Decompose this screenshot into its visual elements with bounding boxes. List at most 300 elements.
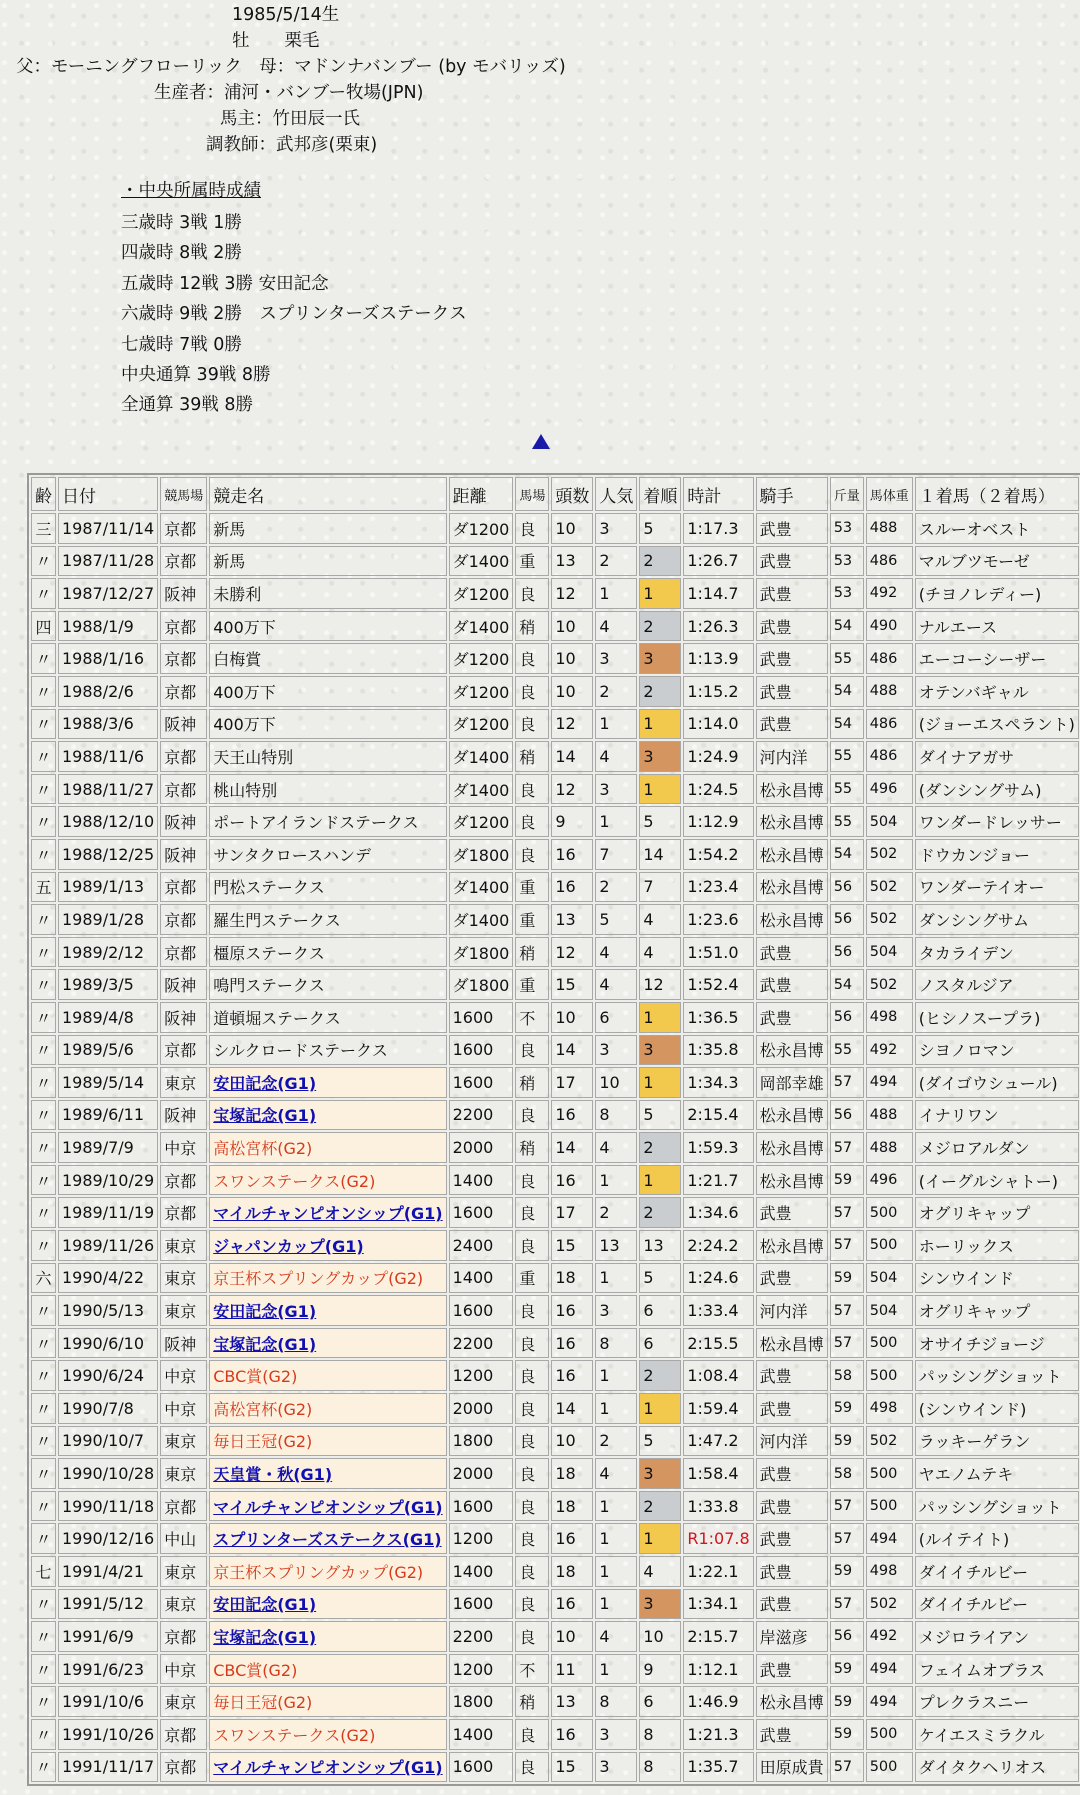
condition-cell: 良 (515, 1752, 549, 1783)
winner-cell: ドウカンジョー (915, 839, 1079, 870)
weight-cell: 57 (830, 1295, 864, 1326)
time-cell: 1:24.5 (683, 774, 753, 805)
table-row (31, 1426, 1079, 1457)
table-row (31, 513, 1079, 544)
winner-cell: (ダイゴウシュール) (915, 1067, 1079, 1098)
age-cell: 〃 (31, 1589, 56, 1620)
body-weight-cell: 494 (866, 1654, 913, 1685)
triangle-up-icon[interactable] (532, 434, 550, 449)
placing-cell: 2 (639, 1491, 681, 1522)
winner-cell: タカライデン (915, 937, 1079, 968)
condition-cell: 稍 (515, 1686, 549, 1717)
pedigree: 父：モーニングフローリック 母：マドンナバンブー (by モバリッズ) (16, 57, 566, 77)
popularity-cell: 3 (595, 1035, 637, 1066)
race-name-cell: 高松宮杯(G2) (209, 1393, 446, 1424)
field-size-cell: 16 (551, 1328, 593, 1359)
distance-cell: 2000 (449, 1458, 514, 1489)
body-weight-cell: 492 (866, 578, 913, 609)
track-cell: 中山 (160, 1523, 207, 1554)
placing-cell: 5 (639, 1100, 681, 1131)
table-row (31, 1621, 1079, 1652)
age-cell: 〃 (31, 1752, 56, 1783)
track-cell: 阪神 (160, 969, 207, 1000)
body-weight-cell: 502 (866, 969, 913, 1000)
race-name-cell: 橿原ステークス (209, 937, 446, 968)
field-size-cell: 16 (551, 1165, 593, 1196)
field-size-cell: 16 (551, 872, 593, 903)
date-cell: 1991/10/6 (58, 1686, 158, 1717)
age-cell: 〃 (31, 1067, 56, 1098)
table-row (31, 578, 1079, 609)
distance-cell: 1600 (449, 1002, 514, 1033)
race-link[interactable]: 安田記念(G1) (213, 1595, 317, 1615)
placing-cell: 3 (639, 741, 681, 772)
table-header-row (31, 477, 1079, 511)
time-cell: 2:15.5 (683, 1328, 753, 1359)
date-cell: 1989/5/6 (58, 1035, 158, 1066)
weight-cell: 59 (830, 1686, 864, 1717)
track-cell: 東京 (160, 1589, 207, 1620)
winner-cell: マルブツモーゼ (915, 546, 1079, 577)
table-row (31, 546, 1079, 577)
placing-cell: 2 (639, 1197, 681, 1228)
placing-cell: 3 (639, 1035, 681, 1066)
age-cell: 〃 (31, 1197, 56, 1228)
race-name-cell: 京王杯スプリングカップ(G2) (209, 1556, 446, 1587)
jockey-cell: 武豊 (756, 969, 828, 1000)
track-cell: 京都 (160, 1719, 207, 1750)
body-weight-cell: 486 (866, 546, 913, 577)
time-cell: 1:14.7 (683, 578, 753, 609)
date-cell: 1990/6/24 (58, 1360, 158, 1391)
race-name-cell: 鳴門ステークス (209, 969, 446, 1000)
race-name-cell (209, 1589, 446, 1620)
age-cell: 〃 (31, 741, 56, 772)
table-row (31, 1556, 1079, 1587)
track-cell: 阪神 (160, 1328, 207, 1359)
race-link[interactable]: スプリンターズステークス(G1) (213, 1530, 442, 1550)
winner-cell: ヤエノムテキ (915, 1458, 1079, 1489)
popularity-cell: 3 (595, 1752, 637, 1783)
race-name-cell: 未勝利 (209, 578, 446, 609)
popularity-cell: 8 (595, 1328, 637, 1359)
race-name-cell: 400万下 (209, 611, 446, 642)
table-row (31, 1360, 1079, 1391)
weight-cell: 55 (830, 806, 864, 837)
condition-cell: 良 (515, 1230, 549, 1261)
field-size-cell: 10 (551, 643, 593, 674)
weight-cell: 56 (830, 1002, 864, 1033)
date-cell: 1990/5/13 (58, 1295, 158, 1326)
distance-cell: 2200 (449, 1328, 514, 1359)
condition-cell: 良 (515, 676, 549, 707)
race-name-cell: 400万下 (209, 709, 446, 740)
sex-color: 牡 栗毛 (232, 31, 320, 51)
date-cell: 1990/4/22 (58, 1263, 158, 1294)
popularity-cell: 2 (595, 546, 637, 577)
header-popularity: 人気 (595, 477, 637, 511)
weight-cell: 54 (830, 611, 864, 642)
popularity-cell: 1 (595, 1589, 637, 1620)
age-cell: 四 (31, 611, 56, 642)
distance-cell: 1800 (449, 1686, 514, 1717)
age-cell: 〃 (31, 937, 56, 968)
distance-cell: 1200 (449, 1654, 514, 1685)
distance-cell: ダ1800 (449, 937, 514, 968)
popularity-cell: 1 (595, 1360, 637, 1391)
career-heading: ・中央所属時成績 (121, 181, 261, 201)
time-cell: 1:46.9 (683, 1686, 753, 1717)
winner-cell: ホーリックス (915, 1230, 1079, 1261)
winner-cell: パッシングショット (915, 1491, 1079, 1522)
placing-cell: 5 (639, 1426, 681, 1457)
header-track: 競馬場 (160, 477, 207, 511)
weight-cell: 56 (830, 1621, 864, 1652)
age-cell: 〃 (31, 839, 56, 870)
popularity-cell: 6 (595, 1002, 637, 1033)
time-cell: 1:34.1 (683, 1589, 753, 1620)
jockey-cell: 武豊 (756, 1197, 828, 1228)
table-row (31, 774, 1079, 805)
weight-cell: 58 (830, 1360, 864, 1391)
field-size-cell: 15 (551, 969, 593, 1000)
body-weight-cell: 490 (866, 611, 913, 642)
weight-cell: 59 (830, 1654, 864, 1685)
winner-cell: メジロライアン (915, 1621, 1079, 1652)
winner-cell: プレクラスニー (915, 1686, 1079, 1717)
distance-cell: 2000 (449, 1132, 514, 1163)
race-link[interactable]: ジャパンカップ(G1) (213, 1236, 364, 1256)
distance-cell: ダ1400 (449, 546, 514, 577)
date-cell: 1987/11/28 (58, 546, 158, 577)
track-cell: 京都 (160, 904, 207, 935)
popularity-cell: 1 (595, 1556, 637, 1587)
winner-cell: ダイイチルビー (915, 1556, 1079, 1587)
popularity-cell: 13 (595, 1230, 637, 1261)
winner-cell: メジロアルダン (915, 1132, 1079, 1163)
field-size-cell: 10 (551, 676, 593, 707)
track-cell: 東京 (160, 1556, 207, 1587)
age-cell: 〃 (31, 1719, 56, 1750)
condition-cell: 重 (515, 969, 549, 1000)
body-weight-cell: 492 (866, 1035, 913, 1066)
race-link[interactable]: 宝塚記念(G1) (213, 1627, 317, 1647)
popularity-cell: 4 (595, 969, 637, 1000)
table-row (31, 643, 1079, 674)
race-link[interactable]: 天皇賞・秋(G1) (213, 1465, 333, 1485)
weight-cell: 55 (830, 741, 864, 772)
time-cell: R1:07.8 (683, 1523, 753, 1554)
distance-cell: 1600 (449, 1197, 514, 1228)
header-date: 日付 (58, 477, 158, 511)
popularity-cell: 1 (595, 709, 637, 740)
placing-cell: 3 (639, 1458, 681, 1489)
weight-cell: 53 (830, 546, 864, 577)
time-cell: 1:26.7 (683, 546, 753, 577)
time-cell: 1:22.1 (683, 1556, 753, 1587)
distance-cell: ダ1200 (449, 513, 514, 544)
field-size-cell: 17 (551, 1067, 593, 1098)
condition-cell: 稍 (515, 611, 549, 642)
table-row (31, 1686, 1079, 1717)
table-row (31, 806, 1079, 837)
distance-cell: ダ1400 (449, 774, 514, 805)
popularity-cell: 2 (595, 872, 637, 903)
winner-cell: (ルイテイト) (915, 1523, 1079, 1554)
distance-cell: 1400 (449, 1263, 514, 1294)
field-size-cell: 18 (551, 1458, 593, 1489)
condition-cell: 良 (515, 1197, 549, 1228)
race-link[interactable]: マイルチャンピオンシップ(G1) (213, 1497, 443, 1517)
weight-cell: 56 (830, 904, 864, 935)
time-cell: 1:51.0 (683, 937, 753, 968)
race-link[interactable]: マイルチャンピオンシップ(G1) (213, 1204, 443, 1224)
jockey-cell: 武豊 (756, 1556, 828, 1587)
weight-cell: 53 (830, 513, 864, 544)
condition-cell: 重 (515, 1263, 549, 1294)
career-line: 六歳時 9戦 2勝 スプリンターズステークス (121, 304, 467, 325)
condition-cell: 良 (515, 806, 549, 837)
condition-cell: 稍 (515, 1067, 549, 1098)
placing-cell: 2 (639, 546, 681, 577)
race-name-cell (209, 1067, 446, 1098)
jockey-cell: 松永昌博 (756, 872, 828, 903)
condition-cell: 良 (515, 774, 549, 805)
age-cell: 〃 (31, 1132, 56, 1163)
popularity-cell: 1 (595, 1393, 637, 1424)
race-name-cell: シルクロードステークス (209, 1035, 446, 1066)
track-cell: 京都 (160, 513, 207, 544)
track-cell: 東京 (160, 1295, 207, 1326)
table-row (31, 1523, 1079, 1554)
distance-cell: ダ1200 (449, 676, 514, 707)
weight-cell: 53 (830, 578, 864, 609)
body-weight-cell: 500 (866, 1360, 913, 1391)
jockey-cell: 松永昌博 (756, 774, 828, 805)
race-link[interactable]: 宝塚記念(G1) (213, 1334, 317, 1354)
field-size-cell: 18 (551, 1491, 593, 1522)
distance-cell: 1400 (449, 1165, 514, 1196)
condition-cell: 良 (515, 709, 549, 740)
table-row (31, 904, 1079, 935)
jockey-cell: 武豊 (756, 611, 828, 642)
popularity-cell: 4 (595, 1132, 637, 1163)
date-cell: 1989/1/28 (58, 904, 158, 935)
date-cell: 1989/11/19 (58, 1197, 158, 1228)
jockey-cell: 武豊 (756, 1523, 828, 1554)
winner-cell: シヨノロマン (915, 1035, 1079, 1066)
table-row (31, 709, 1079, 740)
track-cell: 京都 (160, 1491, 207, 1522)
date-cell: 1991/6/23 (58, 1654, 158, 1685)
placing-cell: 1 (639, 1002, 681, 1033)
field-size-cell: 16 (551, 1295, 593, 1326)
condition-cell: 良 (515, 1165, 549, 1196)
date-cell: 1989/5/14 (58, 1067, 158, 1098)
distance-cell: 1600 (449, 1067, 514, 1098)
condition-cell: 良 (515, 1426, 549, 1457)
distance-cell: 1600 (449, 1752, 514, 1783)
time-cell: 1:23.4 (683, 872, 753, 903)
body-weight-cell: 498 (866, 1556, 913, 1587)
weight-cell: 55 (830, 643, 864, 674)
table-row (31, 1132, 1079, 1163)
time-cell: 1:12.9 (683, 806, 753, 837)
header-winner: １着馬（２着馬） (915, 477, 1079, 511)
race-name-cell: スワンステークス(G2) (209, 1165, 446, 1196)
career-summary (121, 178, 467, 421)
time-cell: 1:14.0 (683, 709, 753, 740)
field-size-cell: 10 (551, 1002, 593, 1033)
age-cell: 〃 (31, 546, 56, 577)
date-cell: 1988/1/16 (58, 643, 158, 674)
field-size-cell: 10 (551, 1426, 593, 1457)
age-cell: 〃 (31, 1328, 56, 1359)
jockey-cell: 武豊 (756, 1263, 828, 1294)
body-weight-cell: 500 (866, 1719, 913, 1750)
popularity-cell: 1 (595, 1165, 637, 1196)
winner-cell: ダンシングサム (915, 904, 1079, 935)
field-size-cell: 16 (551, 1523, 593, 1554)
condition-cell: 良 (515, 1035, 549, 1066)
distance-cell: 1800 (449, 1426, 514, 1457)
race-name-cell: スワンステークス(G2) (209, 1719, 446, 1750)
age-cell: 〃 (31, 1458, 56, 1489)
winner-cell: ナルエース (915, 611, 1079, 642)
placing-cell: 8 (639, 1719, 681, 1750)
weight-cell: 54 (830, 839, 864, 870)
track-cell: 中京 (160, 1393, 207, 1424)
race-link[interactable]: 安田記念(G1) (213, 1302, 317, 1322)
time-cell: 1:34.6 (683, 1197, 753, 1228)
weight-cell: 57 (830, 1328, 864, 1359)
winner-cell: パッシングショット (915, 1360, 1079, 1391)
track-cell: 阪神 (160, 709, 207, 740)
field-size-cell: 12 (551, 709, 593, 740)
popularity-cell: 3 (595, 774, 637, 805)
track-cell: 東京 (160, 1230, 207, 1261)
jockey-cell: 武豊 (756, 676, 828, 707)
date-cell: 1988/11/27 (58, 774, 158, 805)
jockey-cell: 武豊 (756, 1719, 828, 1750)
time-cell: 1:34.3 (683, 1067, 753, 1098)
condition-cell: 良 (515, 1295, 549, 1326)
track-cell: 阪神 (160, 578, 207, 609)
track-cell: 阪神 (160, 1002, 207, 1033)
race-name-cell: 新馬 (209, 513, 446, 544)
table-row (31, 839, 1079, 870)
popularity-cell: 1 (595, 1491, 637, 1522)
race-link[interactable]: 宝塚記念(G1) (213, 1106, 317, 1126)
race-name-cell: 白梅賞 (209, 643, 446, 674)
winner-cell: ラッキーゲラン (915, 1426, 1079, 1457)
time-cell: 1:58.4 (683, 1458, 753, 1489)
winner-cell: オサイチジョージ (915, 1328, 1079, 1359)
time-cell: 2:15.7 (683, 1621, 753, 1652)
placing-cell: 10 (639, 1621, 681, 1652)
time-cell: 1:36.5 (683, 1002, 753, 1033)
date-cell: 1988/11/6 (58, 741, 158, 772)
field-size-cell: 12 (551, 937, 593, 968)
header-time: 時計 (683, 477, 753, 511)
track-cell: 京都 (160, 741, 207, 772)
race-results-table (27, 473, 1080, 1786)
race-link[interactable]: マイルチャンピオンシップ(G1) (213, 1758, 443, 1778)
field-size-cell: 16 (551, 1360, 593, 1391)
race-name-cell: 新馬 (209, 546, 446, 577)
track-cell: 中京 (160, 1360, 207, 1391)
body-weight-cell: 494 (866, 1686, 913, 1717)
field-size-cell: 14 (551, 741, 593, 772)
winner-cell: ダイタクヘリオス (915, 1752, 1079, 1783)
winner-cell: (ヒシノスープラ) (915, 1002, 1079, 1033)
distance-cell: 2200 (449, 1100, 514, 1131)
career-line: 全通算 39戦 8勝 (121, 395, 254, 416)
table-row (31, 872, 1079, 903)
field-size-cell: 16 (551, 1589, 593, 1620)
placing-cell: 4 (639, 937, 681, 968)
condition-cell: 稍 (515, 741, 549, 772)
placing-cell: 8 (639, 1752, 681, 1783)
race-name-cell: ポートアイランドステークス (209, 806, 446, 837)
header-distance: 距離 (449, 477, 514, 511)
popularity-cell: 4 (595, 937, 637, 968)
race-link[interactable]: 安田記念(G1) (213, 1073, 317, 1093)
header-race: 競走名 (209, 477, 446, 511)
distance-cell: ダ1400 (449, 872, 514, 903)
header-condition: 馬場 (515, 477, 549, 511)
condition-cell: 良 (515, 1328, 549, 1359)
weight-cell: 57 (830, 1589, 864, 1620)
popularity-cell: 7 (595, 839, 637, 870)
date-cell: 1988/2/6 (58, 676, 158, 707)
field-size-cell: 16 (551, 1100, 593, 1131)
jockey-cell: 河内洋 (756, 1295, 828, 1326)
popularity-cell: 1 (595, 1654, 637, 1685)
popularity-cell: 4 (595, 611, 637, 642)
popularity-cell: 4 (595, 1621, 637, 1652)
distance-cell: ダ1400 (449, 741, 514, 772)
birth-date: 1985/5/14生 (232, 5, 340, 25)
placing-cell: 5 (639, 513, 681, 544)
distance-cell: 1200 (449, 1523, 514, 1554)
placing-cell: 5 (639, 1263, 681, 1294)
weight-cell: 54 (830, 969, 864, 1000)
weight-cell: 54 (830, 676, 864, 707)
distance-cell: 1600 (449, 1491, 514, 1522)
distance-cell: 1200 (449, 1360, 514, 1391)
track-cell: 東京 (160, 1263, 207, 1294)
date-cell: 1989/10/29 (58, 1165, 158, 1196)
winner-cell: シンウインド (915, 1263, 1079, 1294)
track-cell: 阪神 (160, 806, 207, 837)
race-name-cell: 羅生門ステークス (209, 904, 446, 935)
time-cell: 1:24.6 (683, 1263, 753, 1294)
popularity-cell: 5 (595, 904, 637, 935)
time-cell: 1:17.3 (683, 513, 753, 544)
placing-cell: 1 (639, 774, 681, 805)
winner-cell: ケイエスミラクル (915, 1719, 1079, 1750)
track-cell: 京都 (160, 1621, 207, 1652)
condition-cell: 良 (515, 1556, 549, 1587)
jockey-cell: 河内洋 (756, 1426, 828, 1457)
weight-cell: 57 (830, 1197, 864, 1228)
race-name-cell: 桃山特別 (209, 774, 446, 805)
age-cell: 〃 (31, 1100, 56, 1131)
track-cell: 京都 (160, 1035, 207, 1066)
age-cell: 〃 (31, 1360, 56, 1391)
race-name-cell: 道頓堀ステークス (209, 1002, 446, 1033)
